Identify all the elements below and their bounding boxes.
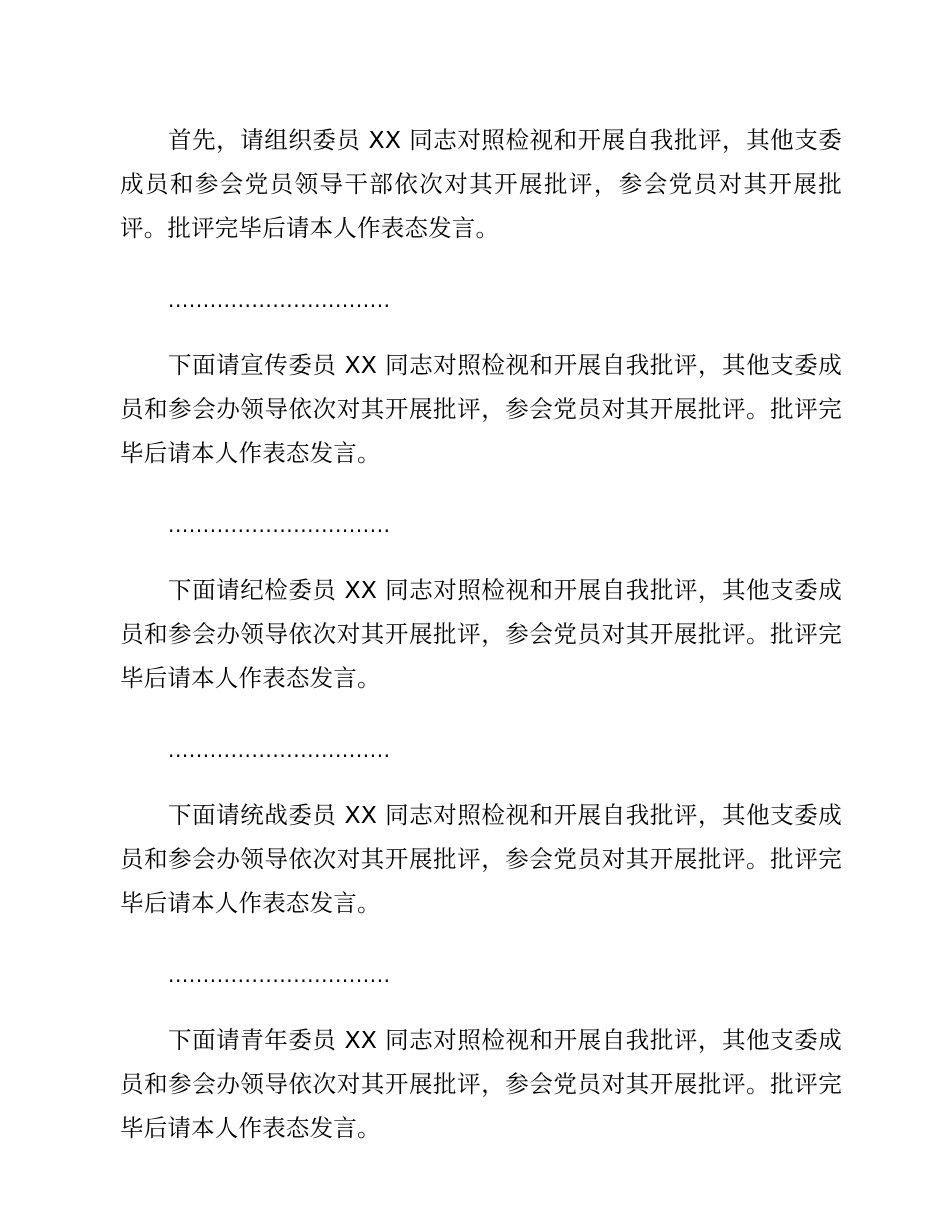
- paragraph-youth-member: 下面请青年委员 XX 同志对照检视和开展自我批评，其他支委成员和参会办领导依次对其开展批评，参会党员对其开展批评。批评完毕后请本人作表态发言。: [120, 1026, 842, 1142]
- paragraph-organization-member: 首先，请组织委员 XX 同志对照检视和开展自我批评，其他支委成员和参会党员领导干部依次对其开展批评，参会党员对其开展批评。批评完毕后请本人作表态发言。: [120, 126, 842, 242]
- spacer: [120, 997, 842, 1018]
- ellipsis-separator: ................................: [168, 288, 391, 312]
- ellipsis-separator: ................................: [168, 513, 391, 537]
- spacer: [120, 250, 842, 278]
- ellipsis-separator: ................................: [168, 738, 391, 762]
- document-page: [120, 118, 842, 1150]
- ellipsis-separator: ................................: [168, 963, 391, 987]
- spacer: [120, 475, 842, 503]
- spacer: [120, 772, 842, 793]
- paragraph-united-front-member: 下面请统战委员 XX 同志对照检视和开展自我批评，其他支委成员和参会办领导依次对其开展批评，参会党员对其开展批评。批评完毕后请本人作表态发言。: [120, 801, 842, 917]
- spacer: [120, 547, 842, 568]
- paragraph-discipline-member: 下面请纪检委员 XX 同志对照检视和开展自我批评，其他支委成员和参会办领导依次对其开展批评，参会党员对其开展批评。批评完毕后请本人作表态发言。: [120, 576, 842, 692]
- paragraph-publicity-member: 下面请宣传委员 XX 同志对照检视和开展自我批评，其他支委成员和参会办领导依次对其开展批评，参会党员对其开展批评。批评完毕后请本人作表态发言。: [120, 351, 842, 467]
- spacer: [120, 925, 842, 953]
- spacer: [120, 322, 842, 343]
- spacer: [120, 700, 842, 728]
